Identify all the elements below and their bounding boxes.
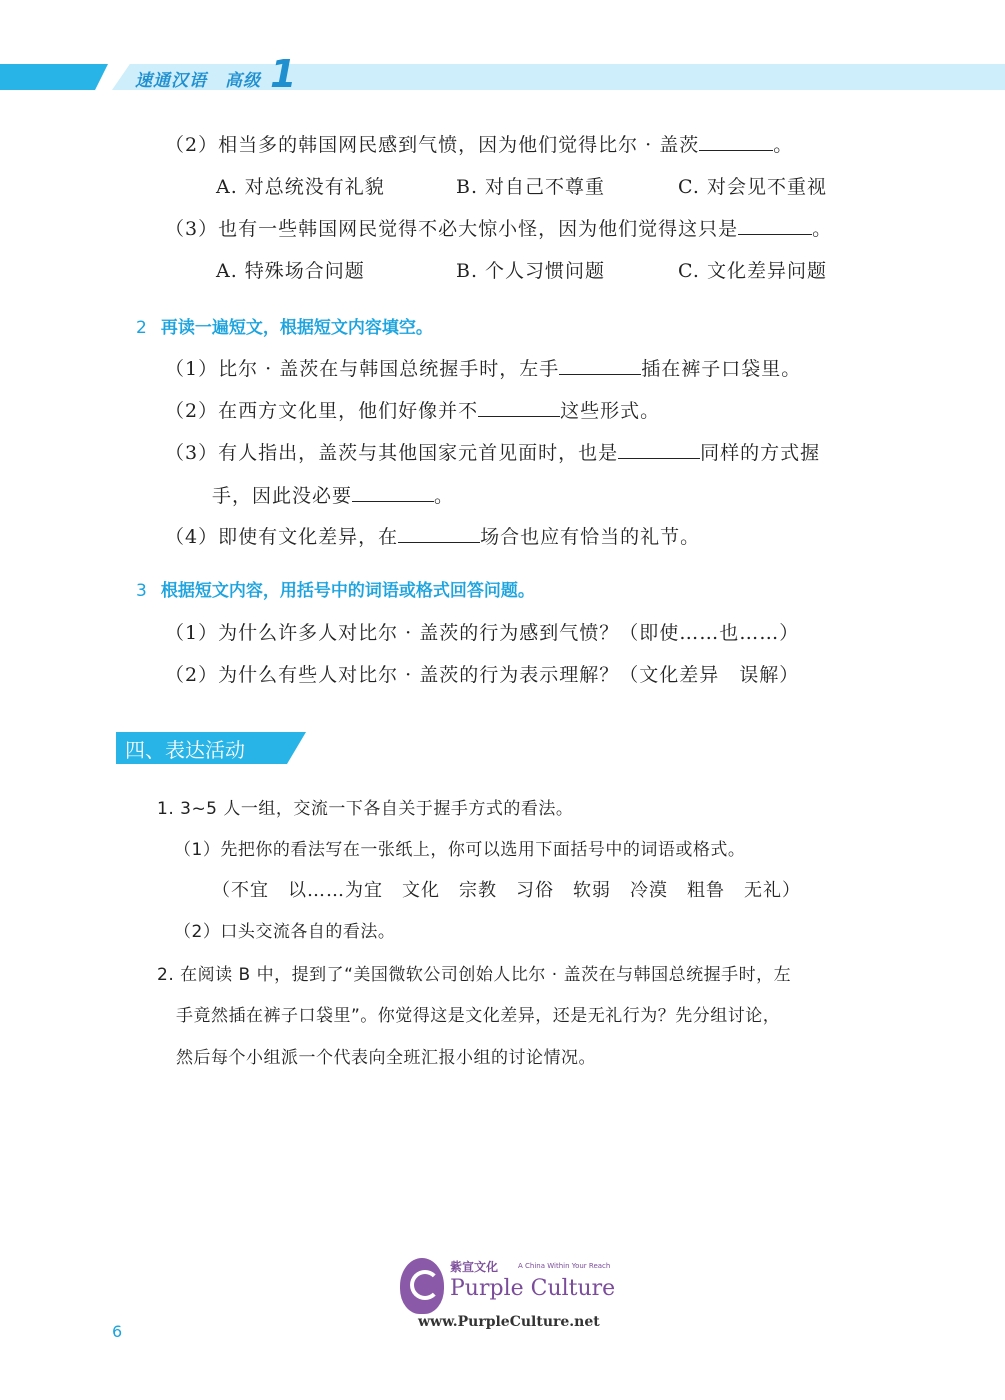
option-b: B. 个人习惯问题 bbox=[456, 260, 606, 282]
option-a: A. 对总统没有礼貌 bbox=[216, 176, 385, 198]
spiral-icon bbox=[400, 1258, 444, 1314]
option-a: A. 特殊场合问题 bbox=[216, 260, 365, 282]
header-accent bbox=[0, 64, 108, 90]
fill-item-3-cont: 手，因此没必要 。 bbox=[212, 485, 455, 507]
activity-1: 1. 3~5 人一组，交流一下各自关于握手方式的看法。 bbox=[157, 799, 574, 819]
answer-blank[interactable] bbox=[478, 398, 560, 417]
activity-2-cont-1: 手竟然插在裤子口袋里”。你觉得这是文化差异，还是无礼行为？先分组讨论， bbox=[176, 1006, 781, 1026]
answer-blank[interactable] bbox=[738, 216, 812, 235]
volume-number: 1 bbox=[270, 52, 297, 96]
question-1-3: （3）也有一些韩国网民觉得不必大惊小怪，因为他们觉得这只是 。 bbox=[165, 218, 833, 240]
question-3-2: （2）为什么有些人对比尔 · 盖茨的行为表示理解？（文化差异 误解） bbox=[165, 664, 800, 686]
option-b: B. 对自己不尊重 bbox=[456, 176, 606, 198]
question-3-1: （1）为什么许多人对比尔 · 盖茨的行为感到气愤？（即使……也……） bbox=[165, 622, 800, 644]
answer-blank[interactable] bbox=[618, 440, 700, 459]
word-bank: （不宜 以……为宜 文化 宗教 习俗 软弱 冷漠 粗鲁 无礼） bbox=[212, 880, 801, 901]
option-c: C. 对会见不重视 bbox=[678, 176, 827, 198]
activity-1-2: （2）口头交流各自的看法。 bbox=[174, 922, 396, 942]
section-4-title: 四、表达活动 bbox=[125, 738, 245, 762]
answer-blank[interactable] bbox=[398, 524, 480, 543]
header-bar bbox=[0, 52, 1005, 96]
fill-item-1: （1）比尔 · 盖茨在与韩国总统握手时，左手 插在裤子口袋里。 bbox=[165, 358, 802, 380]
answer-blank[interactable] bbox=[352, 483, 434, 502]
page-number: 6 bbox=[112, 1322, 123, 1341]
fill-item-4: （4）即使有文化差异，在 场合也应有恰当的礼节。 bbox=[165, 526, 701, 548]
answer-blank[interactable] bbox=[699, 132, 773, 151]
activity-2-cont-2: 然后每个小组派一个代表向全班汇报小组的讨论情况。 bbox=[176, 1048, 596, 1068]
activity-1-1: （1）先把你的看法写在一张纸上，你可以选用下面括号中的词语或格式。 bbox=[174, 840, 746, 860]
fill-item-2: （2）在西方文化里，他们好像并不 这些形式。 bbox=[165, 400, 661, 422]
option-c: C. 文化差异问题 bbox=[678, 260, 827, 282]
question-1-2: （2）相当多的韩国网民感到气愤，因为他们觉得比尔 · 盖茨 。 bbox=[165, 134, 794, 156]
activity-2: 2. 在阅读 B 中，提到了“美国微软公司创始人比尔 · 盖茨在与韩国总统握手时，左 bbox=[157, 965, 792, 985]
section-2-heading: 2 再读一遍短文，根据短文内容填空。 bbox=[136, 318, 433, 338]
book-title: 速通汉语 高级 bbox=[135, 71, 261, 91]
section-3-heading: 3 根据短文内容，用括号中的词语或格式回答问题。 bbox=[136, 581, 535, 601]
purple-culture-logo: 紫宣文化 A China Within Your Reach Purple Culture www.PurpleCulture.net bbox=[400, 1258, 660, 1338]
fill-item-3: （3）有人指出，盖茨与其他国家元首见面时，也是 同样的方式握 bbox=[165, 442, 821, 464]
answer-blank[interactable] bbox=[559, 356, 641, 375]
